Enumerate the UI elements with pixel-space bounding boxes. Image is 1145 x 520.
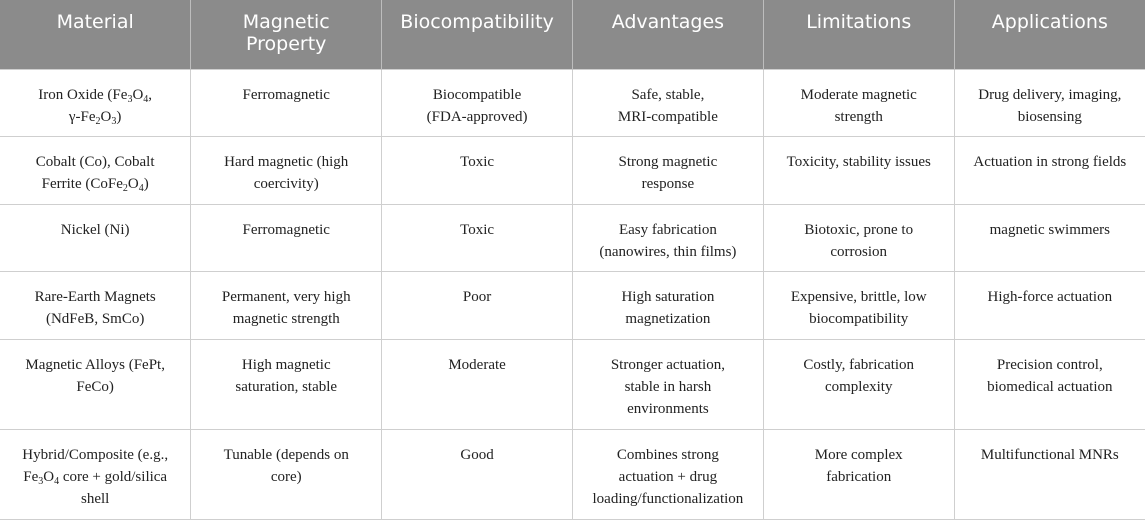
cell-material bbox=[0, 429, 191, 519]
table-row bbox=[0, 136, 1145, 204]
table-row bbox=[0, 339, 1145, 429]
cell-biocompatibility: Toxic bbox=[382, 136, 573, 204]
cell-magnetic-property: Permanent, very high magnetic strength bbox=[191, 271, 382, 339]
cell-magnetic-property: High magnetic saturation, stable bbox=[191, 339, 382, 429]
cell-biocompatibility: Poor bbox=[382, 271, 573, 339]
material-line1: Iron Oxide ($Fe_3O_4$, bbox=[38, 86, 153, 105]
material-line2: $\gamma-Fe_2O_3$) bbox=[68, 108, 122, 127]
cell-limitations: Expensive, brittle, low biocompatibility bbox=[763, 271, 954, 339]
table-row bbox=[0, 429, 1145, 519]
cell-advantages: Combines strong actuation + drug loading/functionalization bbox=[572, 429, 763, 519]
table-row bbox=[0, 69, 1145, 136]
header-row bbox=[0, 0, 1145, 69]
material-line2: Ferrite $(CoFe_2O_4)$ bbox=[41, 175, 149, 194]
header-advantages: Advantages bbox=[572, 0, 763, 69]
cell-advantages: Safe, stable, MRI-compatible bbox=[572, 69, 763, 136]
cell-magnetic-property: Ferromagnetic bbox=[191, 69, 382, 136]
cell-material: Magnetic Alloys (FePt, FeCo) bbox=[0, 339, 191, 429]
cell-limitations: Biotoxic, prone to corrosion bbox=[763, 204, 954, 271]
header-material: Material bbox=[0, 0, 191, 69]
cell-biocompatibility: Toxic bbox=[382, 204, 573, 271]
material-line1: Cobalt (Co), Cobalt bbox=[35, 153, 155, 170]
header-applications: Applications bbox=[954, 0, 1145, 69]
material-line1: Hybrid/Composite (e.g., bbox=[22, 446, 169, 463]
cell-applications: Multifunctional MNRs bbox=[954, 429, 1145, 519]
cell-material bbox=[0, 69, 191, 136]
cell-applications: Actuation in strong fields bbox=[954, 136, 1145, 204]
material-line3: shell bbox=[80, 490, 110, 507]
table-row bbox=[0, 271, 1145, 339]
cell-biocompatibility: Biocompatible (FDA-approved) bbox=[382, 69, 573, 136]
header-limitations: Limitations bbox=[763, 0, 954, 69]
cell-limitations: Toxicity, stability issues bbox=[763, 136, 954, 204]
cell-material bbox=[0, 136, 191, 204]
cell-advantages: High saturation magnetization bbox=[572, 271, 763, 339]
cell-limitations: More complex fabrication bbox=[763, 429, 954, 519]
cell-advantages: Strong magnetic response bbox=[572, 136, 763, 204]
cell-applications: High-force actuation bbox=[954, 271, 1145, 339]
cell-applications: Precision control, biomedical actuation bbox=[954, 339, 1145, 429]
table-row bbox=[0, 204, 1145, 271]
header-magnetic-line2: Property bbox=[246, 33, 327, 55]
cell-material: Nickel (Ni) bbox=[0, 204, 191, 271]
header-magnetic-line1: Magnetic bbox=[242, 11, 330, 33]
cell-limitations: Moderate magnetic strength bbox=[763, 69, 954, 136]
cell-magnetic-property: Ferromagnetic bbox=[191, 204, 382, 271]
header-biocompatibility: Biocompatibility bbox=[382, 0, 573, 69]
cell-biocompatibility: Moderate bbox=[382, 339, 573, 429]
header-magnetic-property bbox=[191, 0, 382, 69]
cell-material: Rare-Earth Magnets (NdFeB, SmCo) bbox=[0, 271, 191, 339]
cell-limitations: Costly, fabrication complexity bbox=[763, 339, 954, 429]
cell-advantages: Easy fabrication (nanowires, thin films) bbox=[572, 204, 763, 271]
material-line2: $Fe_3O_4$ core + gold/silica bbox=[23, 468, 168, 487]
cell-magnetic-property: Hard magnetic (high coercivity) bbox=[191, 136, 382, 204]
cell-applications: magnetic swimmers bbox=[954, 204, 1145, 271]
cell-applications: Drug delivery, imaging, biosensing bbox=[954, 69, 1145, 136]
cell-magnetic-property: Tunable (depends on core) bbox=[191, 429, 382, 519]
cell-advantages: Stronger actuation, stable in harsh environments bbox=[572, 339, 763, 429]
cell-biocompatibility: Good bbox=[382, 429, 573, 519]
